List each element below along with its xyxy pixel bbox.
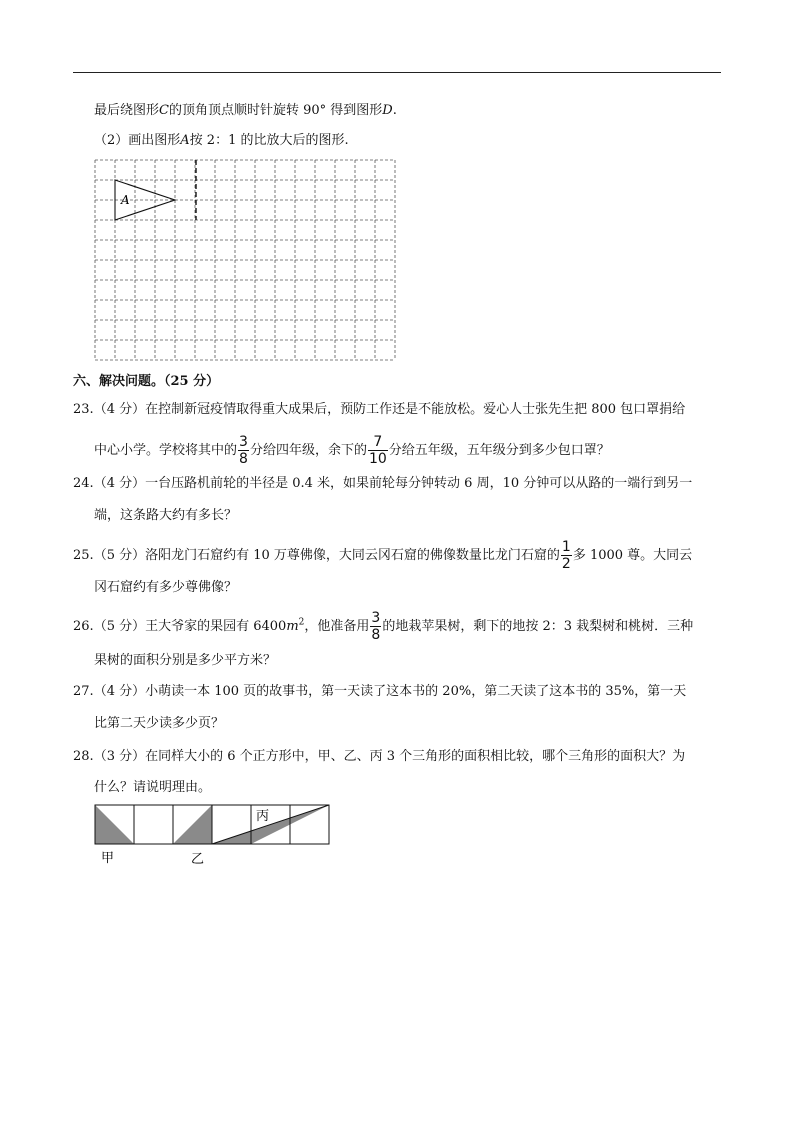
numerator: 1	[561, 539, 571, 555]
prev-question-line1	[94, 101, 397, 121]
superscript: 2	[298, 617, 305, 628]
triangle-yi	[173, 805, 212, 844]
text: 的顶角顶点顺时针旋转 90° 得到图形	[168, 103, 383, 118]
header-rule	[73, 72, 721, 73]
var-c: C	[159, 103, 169, 118]
label-yi: 乙	[191, 852, 205, 867]
triangle-a-label: A	[121, 193, 130, 207]
text: ，他准备用	[304, 619, 370, 634]
q28-line1	[73, 747, 685, 767]
q26-line2: 果树的面积分别是多少平方米？	[94, 653, 277, 668]
text: 多 1000 尊。大同云	[572, 548, 693, 563]
text: 分给五年级，五年级分到多少包口罩？	[388, 443, 610, 458]
dashed-grid-figure	[94, 158, 398, 364]
fraction-3-8	[370, 611, 381, 642]
q23-line2	[94, 435, 610, 466]
text: （4 分）一台压路机前轮的半径是 0.4 米，如果前轮每分钟转动 6 周，10 分钟可以从路的一端行到另一	[93, 476, 693, 491]
text: （5 分）洛阳龙门石窟约有 10 万尊佛像，大同云冈石窟的佛像数量比龙门石窟的	[93, 548, 560, 563]
text: （2）画出图形	[94, 133, 181, 148]
text: （4 分）小萌读一本 100 页的故事书，第一天读了这本书的 20%，第二天读了这本书的 35%，第一天	[93, 684, 687, 699]
grid-lines	[95, 160, 395, 360]
text: 按 2：1 的比放大后的图形.	[189, 133, 349, 148]
denominator: 10	[368, 451, 387, 467]
q27-number: 27.	[73, 684, 94, 699]
fraction-1-2	[561, 540, 572, 571]
numerator: 3	[239, 434, 248, 450]
text: .	[392, 103, 397, 118]
text: 中心小学。学校将其中的	[94, 443, 238, 458]
q25-line2: 冈石窟约有多少尊佛像？	[94, 580, 238, 595]
numerator: 7	[368, 435, 388, 451]
section-title: 六、解决问题。（25 分）	[73, 374, 220, 389]
q26-number: 26.	[73, 619, 94, 634]
text: （4 分）在控制新冠疫情取得重大成果后，预防工作还是不能放松。爱心人士张先生把 800 包口罩捐给	[93, 402, 686, 417]
q27-line2: 比第二天少读多少页？	[94, 716, 225, 731]
prev-question-part2	[94, 131, 349, 151]
text: 分给四年级，余下的	[249, 443, 367, 458]
denominator: 2	[561, 556, 571, 572]
denominator: 8	[371, 627, 381, 643]
q25-line1	[73, 540, 692, 571]
fraction-7-10	[368, 435, 388, 466]
q24-line2: 端，这条路大约有多长？	[94, 508, 238, 523]
text: 的地栽苹果树，剩下的地按 2：3 栽梨树和桃树．三种	[382, 619, 694, 634]
denominator: 8	[239, 451, 248, 467]
triangle-jia	[95, 805, 134, 844]
text: （5 分）王大爷家的果园有 6400	[93, 619, 287, 634]
fraction-3-8	[238, 435, 249, 466]
q28-number: 28.	[73, 749, 94, 764]
numerator: 3	[371, 610, 381, 626]
q27-line1	[73, 682, 686, 702]
q25-number: 25.	[73, 548, 94, 563]
var-a: A	[180, 133, 190, 148]
var-d: D	[382, 103, 393, 118]
text: （3 分）在同样大小的 6 个正方形中，甲、乙、丙 3 个三角形的面积相比较，哪个三角形的面积大？为	[93, 749, 686, 764]
six-squares-figure	[90, 800, 342, 870]
unit-m: m	[286, 619, 299, 634]
q24-line1	[73, 474, 692, 494]
q24-number: 24.	[73, 476, 94, 491]
label-jia: 甲	[101, 851, 115, 866]
q23-line1	[73, 400, 685, 420]
triangle-bing-edge	[212, 805, 329, 844]
q26-line1	[73, 611, 693, 642]
text: 最后绕图形	[94, 103, 160, 118]
label-bing: 丙	[256, 809, 270, 824]
q23-number: 23.	[73, 402, 94, 417]
q28-line2: 什么？请说明理由。	[94, 780, 212, 795]
